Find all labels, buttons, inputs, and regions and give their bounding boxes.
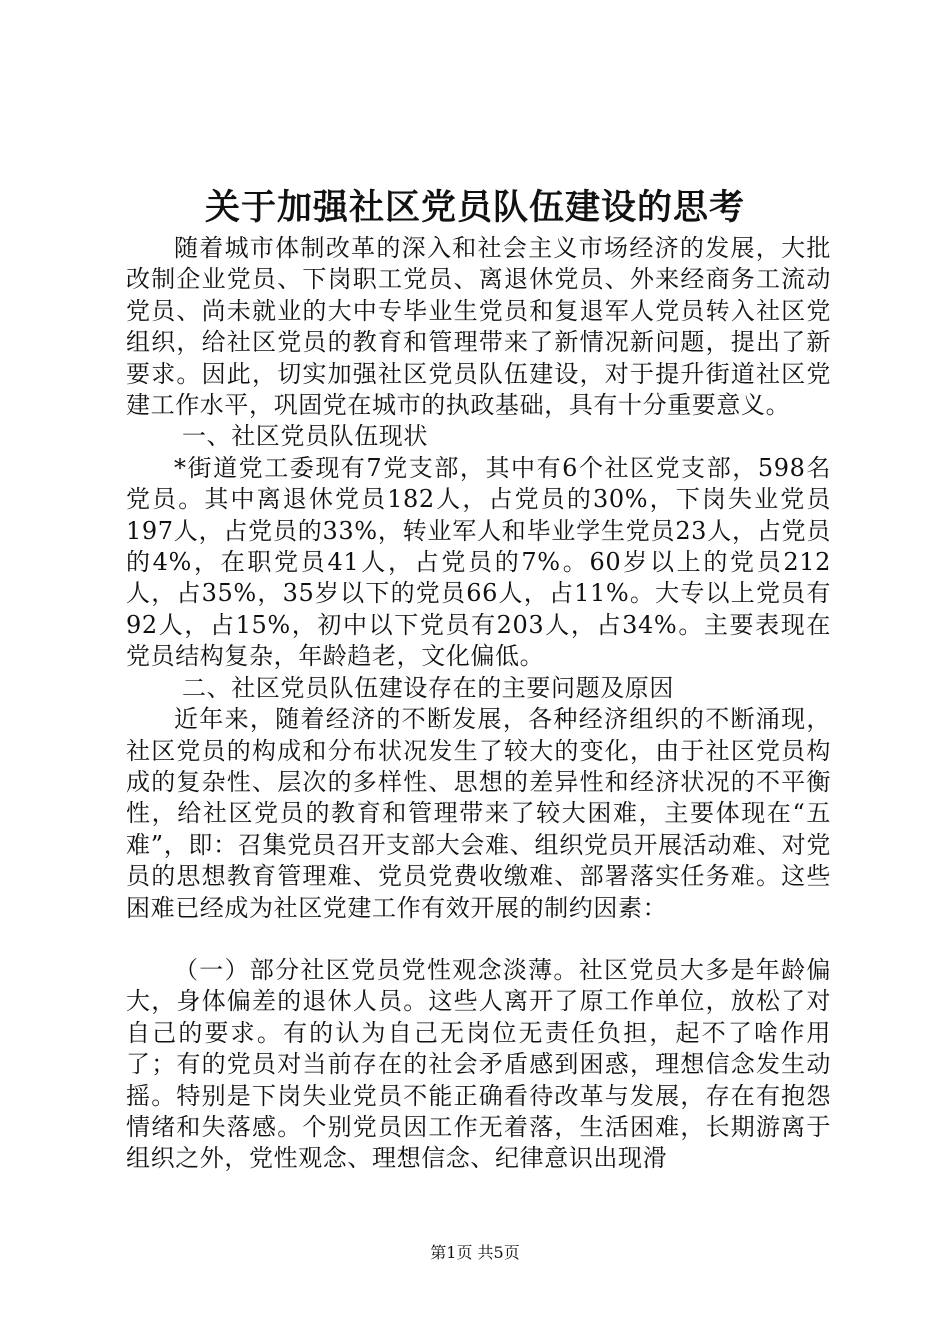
problems-paragraph: 近年来，随着经济的不断发展，各种经济组织的不断涌现，社区党员的构成和分布状况发生了较大的变化，由于社区党员构成的复杂性、层次的多样性、思想的差异性和经济状况的不平衡性，给社区党员的教育和管理带来了较大困难，主要体现在“五难”，即：召集党员召开支部大会难、组织党员开展活动难、对党员的思想教育管理难、党员党费收缴难、部署落实任务难。这些困难已经成为社区党建工作有效开展的制约因素：	[126, 705, 831, 922]
document-title: 关于加强社区党员队伍建设的思考	[204, 187, 745, 228]
section-heading-1: 一、社区党员队伍现状	[182, 422, 428, 451]
page-number-footer: 第1页 共5页	[430, 1243, 520, 1262]
intro-paragraph: 随着城市体制改革的深入和社会主义市场经济的发展，大批改制企业党员、下岗职工党员、离退休党员、外来经商务工流动党员、尚未就业的大中专毕业生党员和复退军人党员转入社区党组织，给社区党员的教育和管理带来了新情况新问题，提出了新要求。因此，切实加强社区党员队伍建设，对于提升街道社区党建工作水平，巩固党在城市的执政基础，具有十分重要意义。	[126, 234, 831, 420]
document-body	[126, 233, 831, 1175]
status-paragraph: *街道党工委现有7党支部，其中有6个社区党支部，598名党员。其中离退休党员182人，占党员的30%，下岗失业党员197人，占党员的33%，转业军人和毕业学生党员23人，占党员的4%，在职党员41人，占党员的7%。60岁以上的党员212人，占35%，35岁以下的党员66人，占11%。大专以上党员有92人，占15%，初中以下党员有203人，占34%。主要表现在党员结构复杂，年龄趋老，文化偏低。	[126, 453, 831, 671]
section-heading-2: 二、社区党员队伍建设存在的主要问题及原因	[182, 673, 674, 702]
subsection-paragraph-1: （一）部分社区党员党性观念淡薄。社区党员大多是年龄偏大，身体偏差的退休人员。这些人离开了原工作单位，放松了对自己的要求。有的认为自己无岗位无责任负担，起不了啥作用了；有的党员对当前存在的社会矛盾感到困惑，理想信念发生动摇。特别是下岗失业党员不能正确看待改革与发展，存在有抱怨情绪和失落感。个别党员因工作无着落，生活困难，长期游离于组织之外，党性观念、理想信念、纪律意识出现滑	[126, 955, 831, 1173]
